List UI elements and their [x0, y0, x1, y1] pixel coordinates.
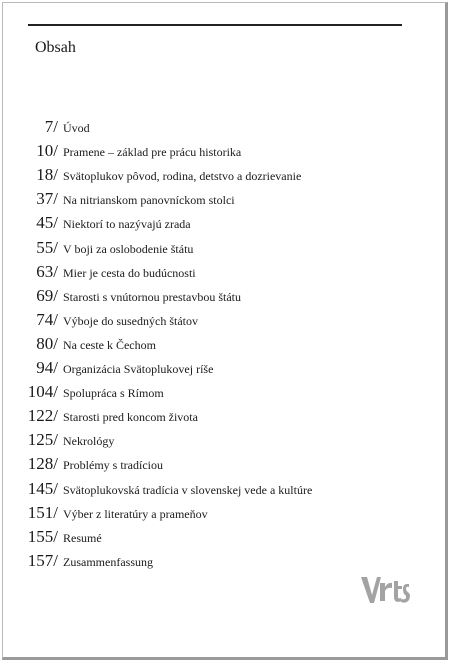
toc-entry: [3, 430, 443, 454]
toc-page-number: [36, 310, 58, 330]
toc-chapter-title: Organizácia Svätoplukovej ríše: [63, 362, 214, 377]
page-number-value: 151: [27, 502, 54, 522]
toc-page-number: [28, 382, 58, 402]
toc-chapter-title: V boji za oslobodenie štátu: [63, 241, 194, 256]
toc-chapter-title: Starosti pred koncom života: [63, 410, 198, 425]
toc-entry: [3, 358, 443, 382]
top-rule: [28, 24, 402, 26]
page-number-value: 63: [36, 261, 54, 281]
page-number-slash: /: [53, 526, 58, 546]
page-number-slash: /: [53, 550, 58, 570]
book-page: [2, 2, 448, 660]
toc-page-number: [45, 117, 58, 137]
toc-entry: [3, 310, 443, 334]
table-of-contents: [3, 117, 443, 575]
toc-entry: [3, 454, 443, 478]
page-number-slash: /: [53, 213, 58, 233]
page-number-slash: /: [53, 406, 58, 426]
toc-entry: [3, 286, 443, 310]
toc-chapter-title: Pramene – základ pre prácu historika: [63, 145, 242, 160]
page-number-slash: /: [53, 502, 58, 522]
toc-page-number: [28, 454, 58, 474]
toc-page-number: [36, 334, 58, 354]
toc-page-number: [36, 141, 58, 161]
toc-chapter-title: Mier je cesta do budúcnosti: [63, 265, 196, 280]
page-number-value: 155: [27, 526, 54, 546]
toc-entry: [3, 165, 443, 189]
toc-entry: [3, 189, 443, 213]
toc-entry: [3, 237, 443, 261]
toc-chapter-title: Výber z literatúry a prameňov: [63, 506, 208, 521]
toc-page-number: [28, 503, 58, 523]
toc-entry: [3, 503, 443, 527]
toc-chapter-title: Zusammenfassung: [63, 554, 153, 569]
page-number-slash: /: [53, 189, 58, 209]
toc-page-number: [36, 262, 58, 282]
toc-page-number: [36, 189, 58, 209]
toc-page-number: [28, 551, 58, 571]
page-number-slash: /: [53, 261, 58, 281]
page-number-value: 125: [27, 430, 54, 450]
page-number-value: 74: [36, 309, 54, 329]
publisher-logo: [359, 573, 411, 607]
page-number-slash: /: [53, 309, 58, 329]
page-number-slash: /: [53, 165, 58, 185]
toc-entry: [3, 527, 443, 551]
toc-entry: [3, 141, 443, 165]
page-number-value: 128: [27, 454, 54, 474]
page-number-slash: /: [53, 454, 58, 474]
toc-chapter-title: Starosti s vnútornou prestavbou štátu: [63, 289, 241, 304]
page-number-value: 157: [27, 550, 54, 570]
toc-entry: [3, 478, 443, 502]
page-number-value: 45: [36, 213, 54, 233]
toc-page-number: [28, 406, 58, 426]
page-number-value: 104: [27, 382, 54, 402]
toc-page-number: [28, 479, 58, 499]
toc-entry: [3, 551, 443, 575]
toc-chapter-title: Nekrológy: [63, 434, 115, 449]
page-number-slash: /: [53, 430, 58, 450]
toc-entry: [3, 213, 443, 237]
toc-chapter-title: Úvod: [63, 121, 90, 136]
toc-page-number: [36, 238, 58, 258]
toc-entry: [3, 262, 443, 286]
toc-chapter-title: Problémy s tradíciou: [63, 458, 163, 473]
page-number-value: 18: [36, 165, 54, 185]
page-number-slash: /: [53, 285, 58, 305]
page-number-value: 69: [36, 285, 54, 305]
page-number-value: 94: [36, 358, 54, 378]
page-title: Obsah: [35, 39, 76, 56]
page-number-slash: /: [53, 478, 58, 498]
page-number-slash: /: [53, 382, 58, 402]
toc-chapter-title: Niektorí to nazývajú zrada: [63, 217, 191, 232]
toc-page-number: [28, 527, 58, 547]
toc-page-number: [36, 358, 58, 378]
page-number-value: 37: [36, 189, 54, 209]
toc-chapter-title: Svätoplukov pôvod, rodina, detstvo a dozrievanie: [63, 169, 302, 184]
page-number-slash: /: [53, 117, 58, 137]
page-number-slash: /: [53, 237, 58, 257]
toc-page-number: [36, 213, 58, 233]
toc-entry: [3, 382, 443, 406]
toc-chapter-title: Spolupráca s Rímom: [63, 386, 164, 401]
toc-chapter-title: Na ceste k Čechom: [63, 337, 156, 352]
page-number-slash: /: [53, 333, 58, 353]
toc-page-number: [28, 430, 58, 450]
toc-entry: [3, 117, 443, 141]
page-number-slash: /: [53, 141, 58, 161]
toc-chapter-title: Resumé: [63, 530, 102, 545]
page-number-slash: /: [53, 358, 58, 378]
page-number-value: 145: [27, 478, 54, 498]
page-number-value: 10: [36, 141, 54, 161]
toc-page-number: [36, 165, 58, 185]
page-number-value: 55: [36, 237, 54, 257]
page-number-value: 7: [44, 117, 54, 137]
toc-chapter-title: Výboje do susedných štátov: [63, 313, 198, 328]
page-number-value: 122: [27, 406, 54, 426]
toc-entry: [3, 334, 443, 358]
toc-entry: [3, 406, 443, 430]
toc-chapter-title: Svätoplukovská tradícia v slovenskej vede a kultúre: [63, 482, 313, 497]
toc-chapter-title: Na nitrianskom panovníckom stolci: [63, 193, 235, 208]
toc-page-number: [36, 286, 58, 306]
page-number-value: 80: [36, 333, 54, 353]
